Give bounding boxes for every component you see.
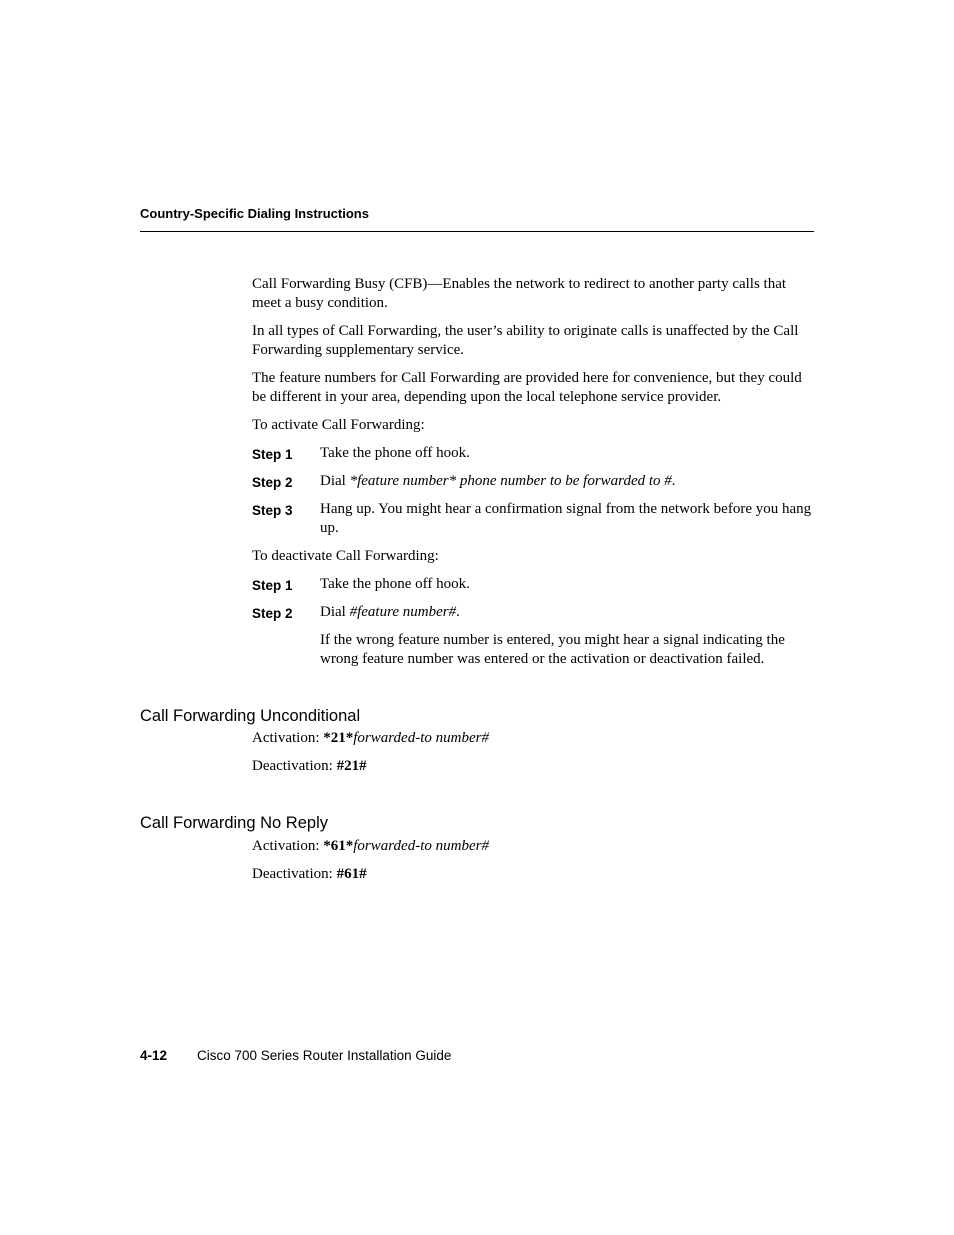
wrong-number-note: If the wrong feature number is entered, you might hear a signal indicating the wrong feature number was entered or the activation or deactivation failed. (320, 632, 785, 667)
deactivation-code: #21# (336, 758, 367, 774)
activate-step-2-code: *feature number* phone number to be forwarded to # (349, 473, 672, 489)
activation-code: *61* (323, 838, 354, 854)
deactivate-step-2-label: Step 2 (252, 606, 293, 621)
all-types-paragraph: In all types of Call Forwarding, the user’s ability to originate calls is unaffected by the Call Forwarding supplementary service. (252, 323, 799, 358)
deactivate-step-1-text: Take the phone off hook. (320, 576, 470, 592)
activate-step-1-label: Step 1 (252, 447, 293, 462)
footer-book-title: Cisco 700 Series Router Installation Guide (197, 1048, 452, 1063)
no-reply-activation (252, 837, 814, 856)
deactivate-step-2-code: #feature number# (349, 604, 457, 620)
deactivate-step-2-prefix: Dial (320, 604, 350, 620)
running-header: Country-Specific Dialing Instructions (140, 206, 369, 221)
activate-step-3-text: Hang up. You might hear a confirmation signal from the network before you hang up. (320, 501, 812, 536)
deactivate-step-1-label: Step 1 (252, 578, 293, 593)
section-heading-no-reply: Call Forwarding No Reply (140, 814, 328, 832)
activate-step-1-text: Take the phone off hook. (320, 445, 470, 461)
unconditional-activation (252, 729, 814, 748)
deactivate-step-2-suffix: . (456, 604, 460, 620)
cfb-paragraph: Call Forwarding Busy (CFB)—Enables the network to redirect to another party calls that meet a busy condition. (252, 276, 787, 311)
section-heading-unconditional: Call Forwarding Unconditional (140, 707, 361, 725)
deactivation-label: Deactivation: (252, 866, 337, 882)
activate-step-2-label: Step 2 (252, 475, 293, 490)
feature-numbers-paragraph: The feature numbers for Call Forwarding are provided here for convenience, but they could be different in your area, depending upon the local telephone service provider. (252, 370, 802, 405)
unconditional-deactivation (252, 757, 814, 776)
activation-label: Activation: (252, 730, 324, 746)
activation-target: forwarded-to number# (353, 838, 489, 854)
activate-step-3-label: Step 3 (252, 503, 293, 518)
deactivation-label: Deactivation: (252, 758, 337, 774)
activate-step-2-prefix: Dial (320, 473, 350, 489)
no-reply-deactivation (252, 865, 814, 884)
activate-lead: To activate Call Forwarding: (252, 417, 425, 433)
activation-code: *21* (323, 730, 354, 746)
activation-label: Activation: (252, 838, 324, 854)
deactivate-lead: To deactivate Call Forwarding: (252, 548, 439, 564)
footer-page-number: 4-12 (140, 1048, 168, 1063)
activate-step-2-text (320, 472, 814, 491)
activate-step-2-suffix: . (671, 473, 676, 489)
deactivate-step-2-text (320, 603, 814, 622)
header-rule (140, 231, 814, 232)
activation-target: forwarded-to number# (353, 730, 489, 746)
deactivation-code: #61# (336, 866, 367, 882)
